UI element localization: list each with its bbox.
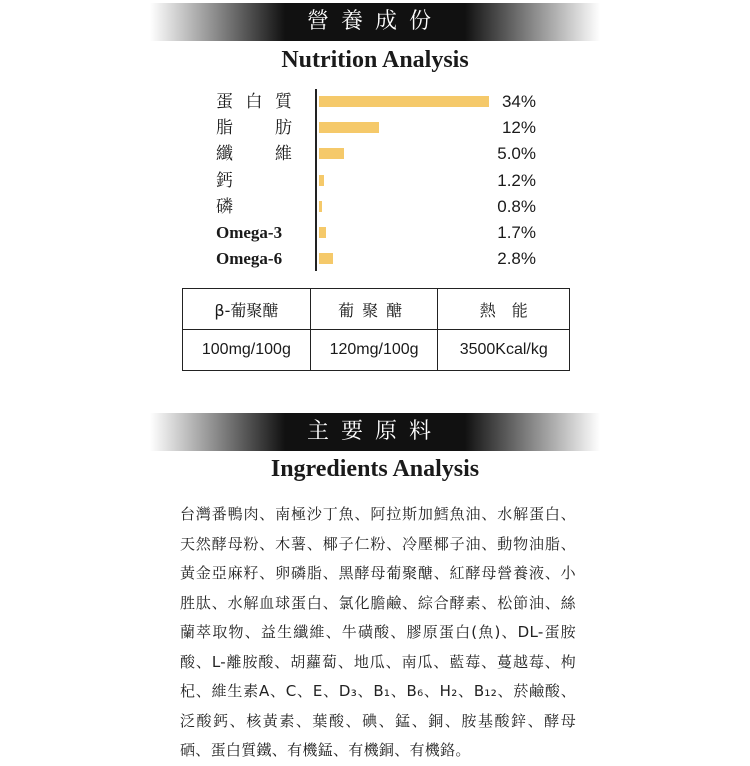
table-cell-energy: 3500Kcal/kg: [438, 330, 570, 371]
table-cell-beta-glucan: 100mg/100g: [183, 330, 311, 371]
value-omega6: 2.8%: [497, 249, 536, 268]
table-header-beta-glucan: β-葡聚醣: [183, 289, 311, 330]
bar-phosphorus: [319, 201, 322, 212]
chart-axis: [315, 89, 317, 271]
value-phosphorus: 0.8%: [497, 197, 536, 216]
nutrient-label-char: 脂: [216, 118, 233, 138]
value-omega3: 1.7%: [497, 223, 536, 242]
nutrient-label-phosphorus: 磷: [216, 197, 233, 217]
ingredients-subtitle: Ingredients Analysis: [270, 456, 480, 482]
bar-calcium: [319, 175, 324, 186]
table-header-glucan-label: 葡聚醣: [338, 300, 411, 320]
nutrient-label-calcium: 鈣: [216, 171, 233, 191]
value-fat: 12%: [501, 118, 536, 137]
nutrient-label-char: 維: [275, 144, 292, 164]
nutrition-banner: [150, 3, 600, 41]
nutrient-label-omega3: Omega-3: [216, 223, 283, 242]
table-cell-glucan: 120mg/100g: [310, 330, 438, 371]
nutrient-label-char: 纖: [216, 144, 233, 164]
value-protein: 34%: [501, 92, 536, 111]
table-row: [183, 330, 570, 371]
bar-fiber: [319, 148, 344, 159]
nutrient-label-omega6: Omega-6: [216, 249, 283, 268]
nutrient-table: [182, 288, 570, 371]
table-header-glucan: [310, 289, 438, 330]
nutrient-label-fat: [216, 116, 292, 140]
nutrient-label-char: 白: [245, 92, 263, 112]
nutrient-label-protein: [216, 90, 292, 114]
ingredients-list: 台灣番鴨肉、南極沙丁魚、阿拉斯加鱈魚油、水解蛋白、天然酵母粉、木薯、椰子仁粉、冷壓椰子油、動物油脂、黃金亞麻籽、卵磷脂、黑酵母葡聚醣、紅酵母營養液、小胜肽、水解血球蛋白、氯化膽鹼、綜合酵素、松節油、絲蘭萃取物、益生纖維、牛磺酸、膠原蛋白(魚)、DL-蛋胺酸、L-離胺酸、胡蘿蔔、地瓜、南瓜、藍莓、蔓越莓、枸杞、維生素A、C、E、D₃、B₁、B₆、H₂、B₁₂、菸鹼酸、泛酸鈣、核黃素、葉酸、碘、錳、銅、胺基酸鋅、酵母硒、蛋白質鐵、有機錳、有機銅、有機鉻。: [180, 505, 576, 759]
nutrient-label-fiber: [216, 142, 292, 166]
nutrition-subtitle: Nutrition Analysis: [281, 47, 469, 73]
table-header-energy: 熱 能: [438, 289, 570, 330]
bar-fat: [319, 122, 379, 133]
value-calcium: 1.2%: [497, 171, 536, 190]
table-header-row: [183, 289, 570, 330]
value-fiber: 5.0%: [497, 144, 536, 163]
ingredients-banner-title: 主要原料: [306, 419, 443, 444]
bar-omega6: [319, 253, 333, 264]
bar-omega3: [319, 227, 326, 238]
nutrient-label-char: 肪: [275, 118, 292, 138]
nutrient-label-char: 蛋: [216, 92, 233, 112]
nutrient-label-char: 質: [275, 92, 292, 112]
ingredients-banner: [150, 413, 600, 451]
nutrition-banner-title: 營養成份: [306, 9, 443, 34]
